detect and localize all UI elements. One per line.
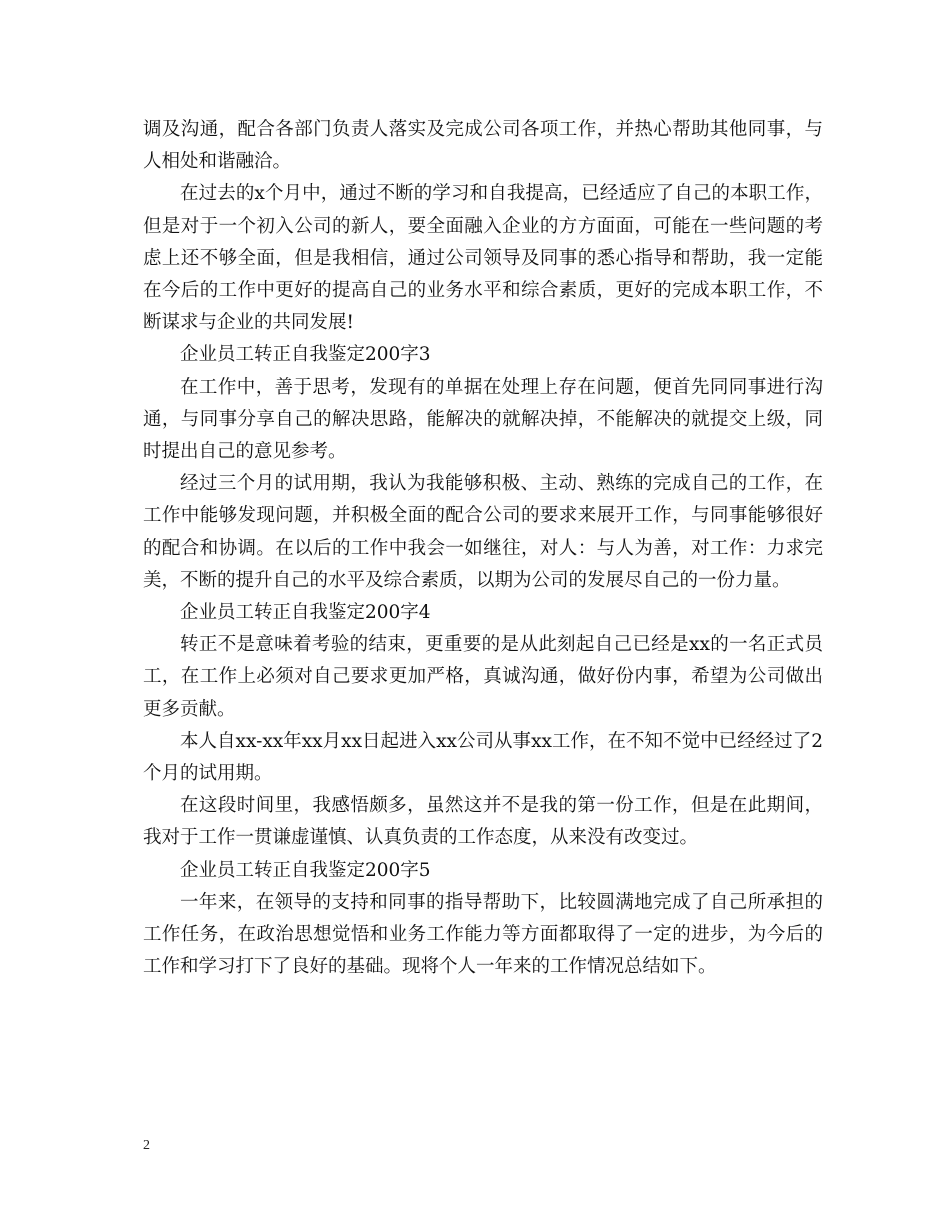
section-heading-5: 企业员工转正自我鉴定200字5 bbox=[180, 859, 431, 881]
paragraph: 经过三个月的试用期，我认为我能够积极、主动、熟练的完成自己的工作，在工作中能够发现问题，并积极全面的配合公司的要求来展开工作，与同事能够很好的配合和协调。在以后的工作中我会一如继往，对人：与人为善，对工作：力求完美，不断的提升自己的水平及综合素质，以期为公司的发展尽自己的一份力量。 bbox=[143, 473, 823, 591]
paragraph: 转正不是意味着考验的结束，更重要的是从此刻起自己已经是xx的一名正式员工，在工作上必须对自己要求更加严格，真诚沟通，做好份内事，希望为公司做出更多贡献。 bbox=[143, 634, 823, 720]
paragraph: 在这段时间里，我感悟颇多，虽然这并不是我的第一份工作，但是在此期间，我对于工作一贯谦虚谨慎、认真负责的工作态度，从来没有改变过。 bbox=[143, 795, 823, 849]
section-heading-4: 企业员工转正自我鉴定200字4 bbox=[180, 602, 431, 624]
section-heading-3: 企业员工转正自我鉴定200字3 bbox=[180, 344, 431, 366]
paragraph: 在工作中，善于思考，发现有的单据在处理上存在问题，便首先同同事进行沟通，与同事分享自己的解决思路，能解决的就解决掉，不能解决的就提交上级，同时提出自己的意见参考。 bbox=[143, 376, 823, 463]
document-body bbox=[143, 114, 823, 983]
paragraph: 一年来，在领导的支持和同事的指导帮助下，比较圆满地完成了自己所承担的工作任务，在政治思想觉悟和业务工作能力等方面都取得了一定的进步，为今后的工作和学习打下了良好的基础。现将个人一年来的工作情况总结如下。 bbox=[143, 891, 823, 978]
paragraph-continuation: 调及沟通，配合各部门负责人落实及完成公司各项工作，并热心帮助其他同事，与人相处和谐融洽。 bbox=[143, 119, 823, 173]
paragraph: 本人自xx-xx年xx月xx日起进入xx公司从事xx工作，在不知不觉中已经经过了2个月的试用期。 bbox=[143, 730, 823, 785]
page-number: 2 bbox=[143, 1138, 150, 1153]
paragraph: 在过去的x个月中，通过不断的学习和自我提高，已经适应了自己的本职工作，但是对于一个初入公司的新人，要全面融入企业的方方面面，可能在一些问题的考虑上还不够全面，但是我相信，通过公司领导及同事的悉心指导和帮助，我一定能在今后的工作中更好的提高自己的业务水平和综合素质，更好的完成本职工作，不断谋求与企业的共同发展! bbox=[143, 183, 823, 334]
